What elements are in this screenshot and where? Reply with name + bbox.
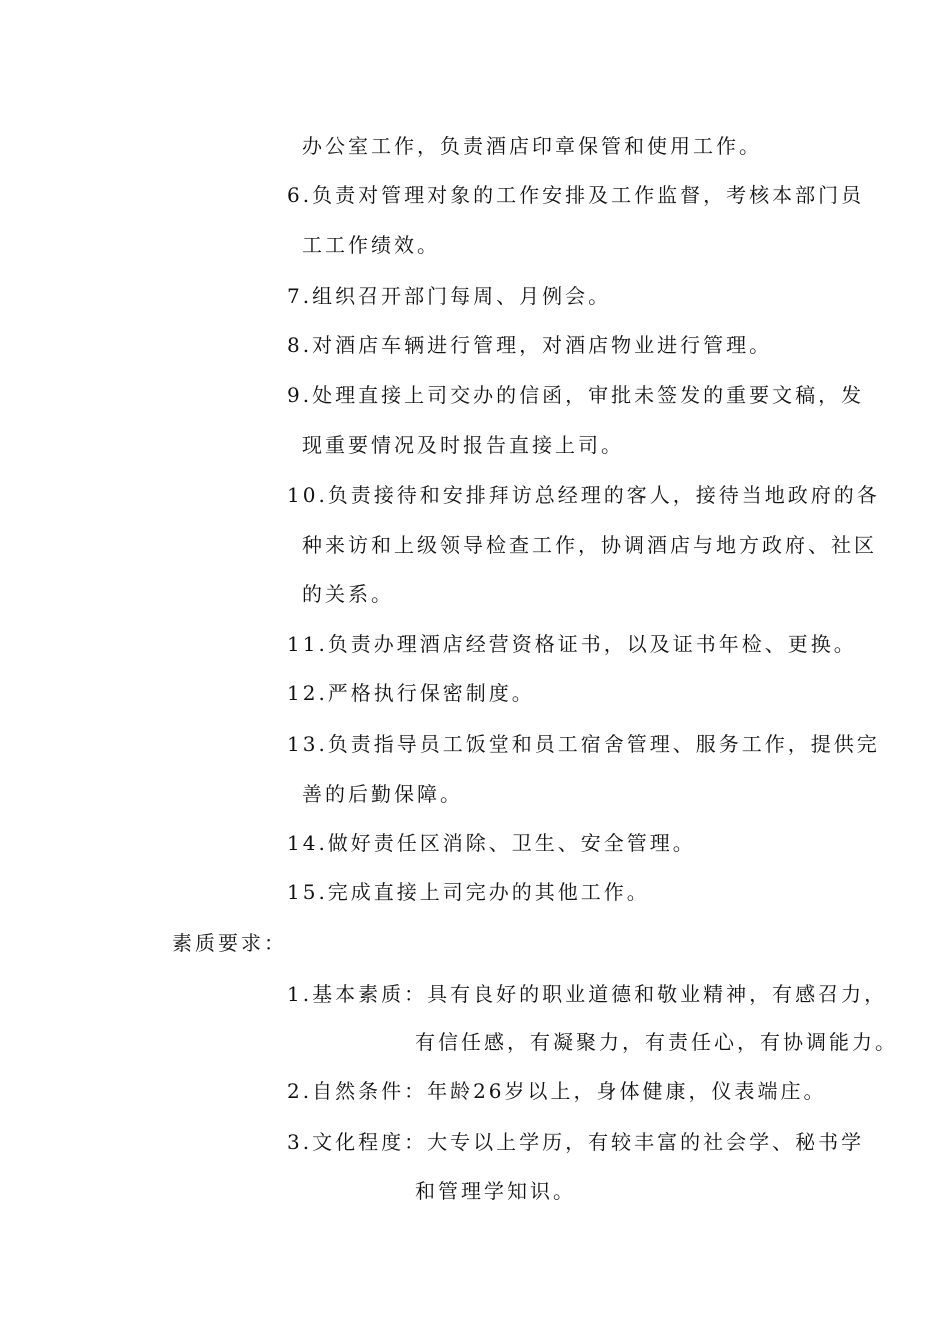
list-item-6-continuation: 工工作绩效。	[302, 233, 440, 257]
list-item-13: 13.负责指导员工饭堂和员工宿舍管理、服务工作，提供完	[287, 732, 880, 756]
section-heading-quality: 素质要求：	[172, 931, 287, 955]
list-item-6: 6.负责对管理对象的工作安排及工作监督，考核本部门员	[287, 183, 865, 207]
quality-item-2: 2.自然条件：年龄26岁以上，身体健康，仪表端庄。	[287, 1079, 827, 1103]
quality-item-3-continuation: 和管理学知识。	[415, 1179, 576, 1203]
list-item-9: 9.处理直接上司交办的信函，审批未签发的重要文稿，发	[287, 383, 865, 407]
quality-item-3: 3.文化程度：大专以上学历，有较丰富的社会学、秘书学	[287, 1130, 865, 1154]
list-item-10-continuation: 种来访和上级领导检查工作，协调酒店与地方政府、社区	[302, 533, 877, 557]
list-item-14: 14.做好责任区消除、卫生、安全管理。	[287, 831, 696, 855]
list-item-7: 7.组织召开部门每周、月例会。	[287, 284, 612, 308]
list-item-13-continuation: 善的后勤保障。	[302, 782, 463, 806]
list-item-10-continuation: 的关系。	[302, 582, 394, 606]
list-item-10: 10.负责接待和安排拜访总经理的客人，接待当地政府的各	[287, 483, 880, 507]
list-item-15: 15.完成直接上司完办的其他工作。	[287, 880, 650, 904]
text-line-continuation: 办公室工作，负责酒店印章保管和使用工作。	[302, 134, 762, 158]
list-item-9-continuation: 现重要情况及时报告直接上司。	[302, 433, 624, 457]
list-item-12: 12.严格执行保密制度。	[287, 681, 535, 705]
quality-item-1-continuation: 有信任感，有凝聚力，有责任心，有协调能力。	[415, 1030, 898, 1054]
list-item-11: 11.负责办理酒店经营资格证书，以及证书年检、更换。	[287, 632, 857, 656]
list-item-8: 8.对酒店车辆进行管理，对酒店物业进行管理。	[287, 333, 773, 357]
quality-item-1: 1.基本素质：具有良好的职业道德和敬业精神，有感召力，	[287, 982, 888, 1006]
